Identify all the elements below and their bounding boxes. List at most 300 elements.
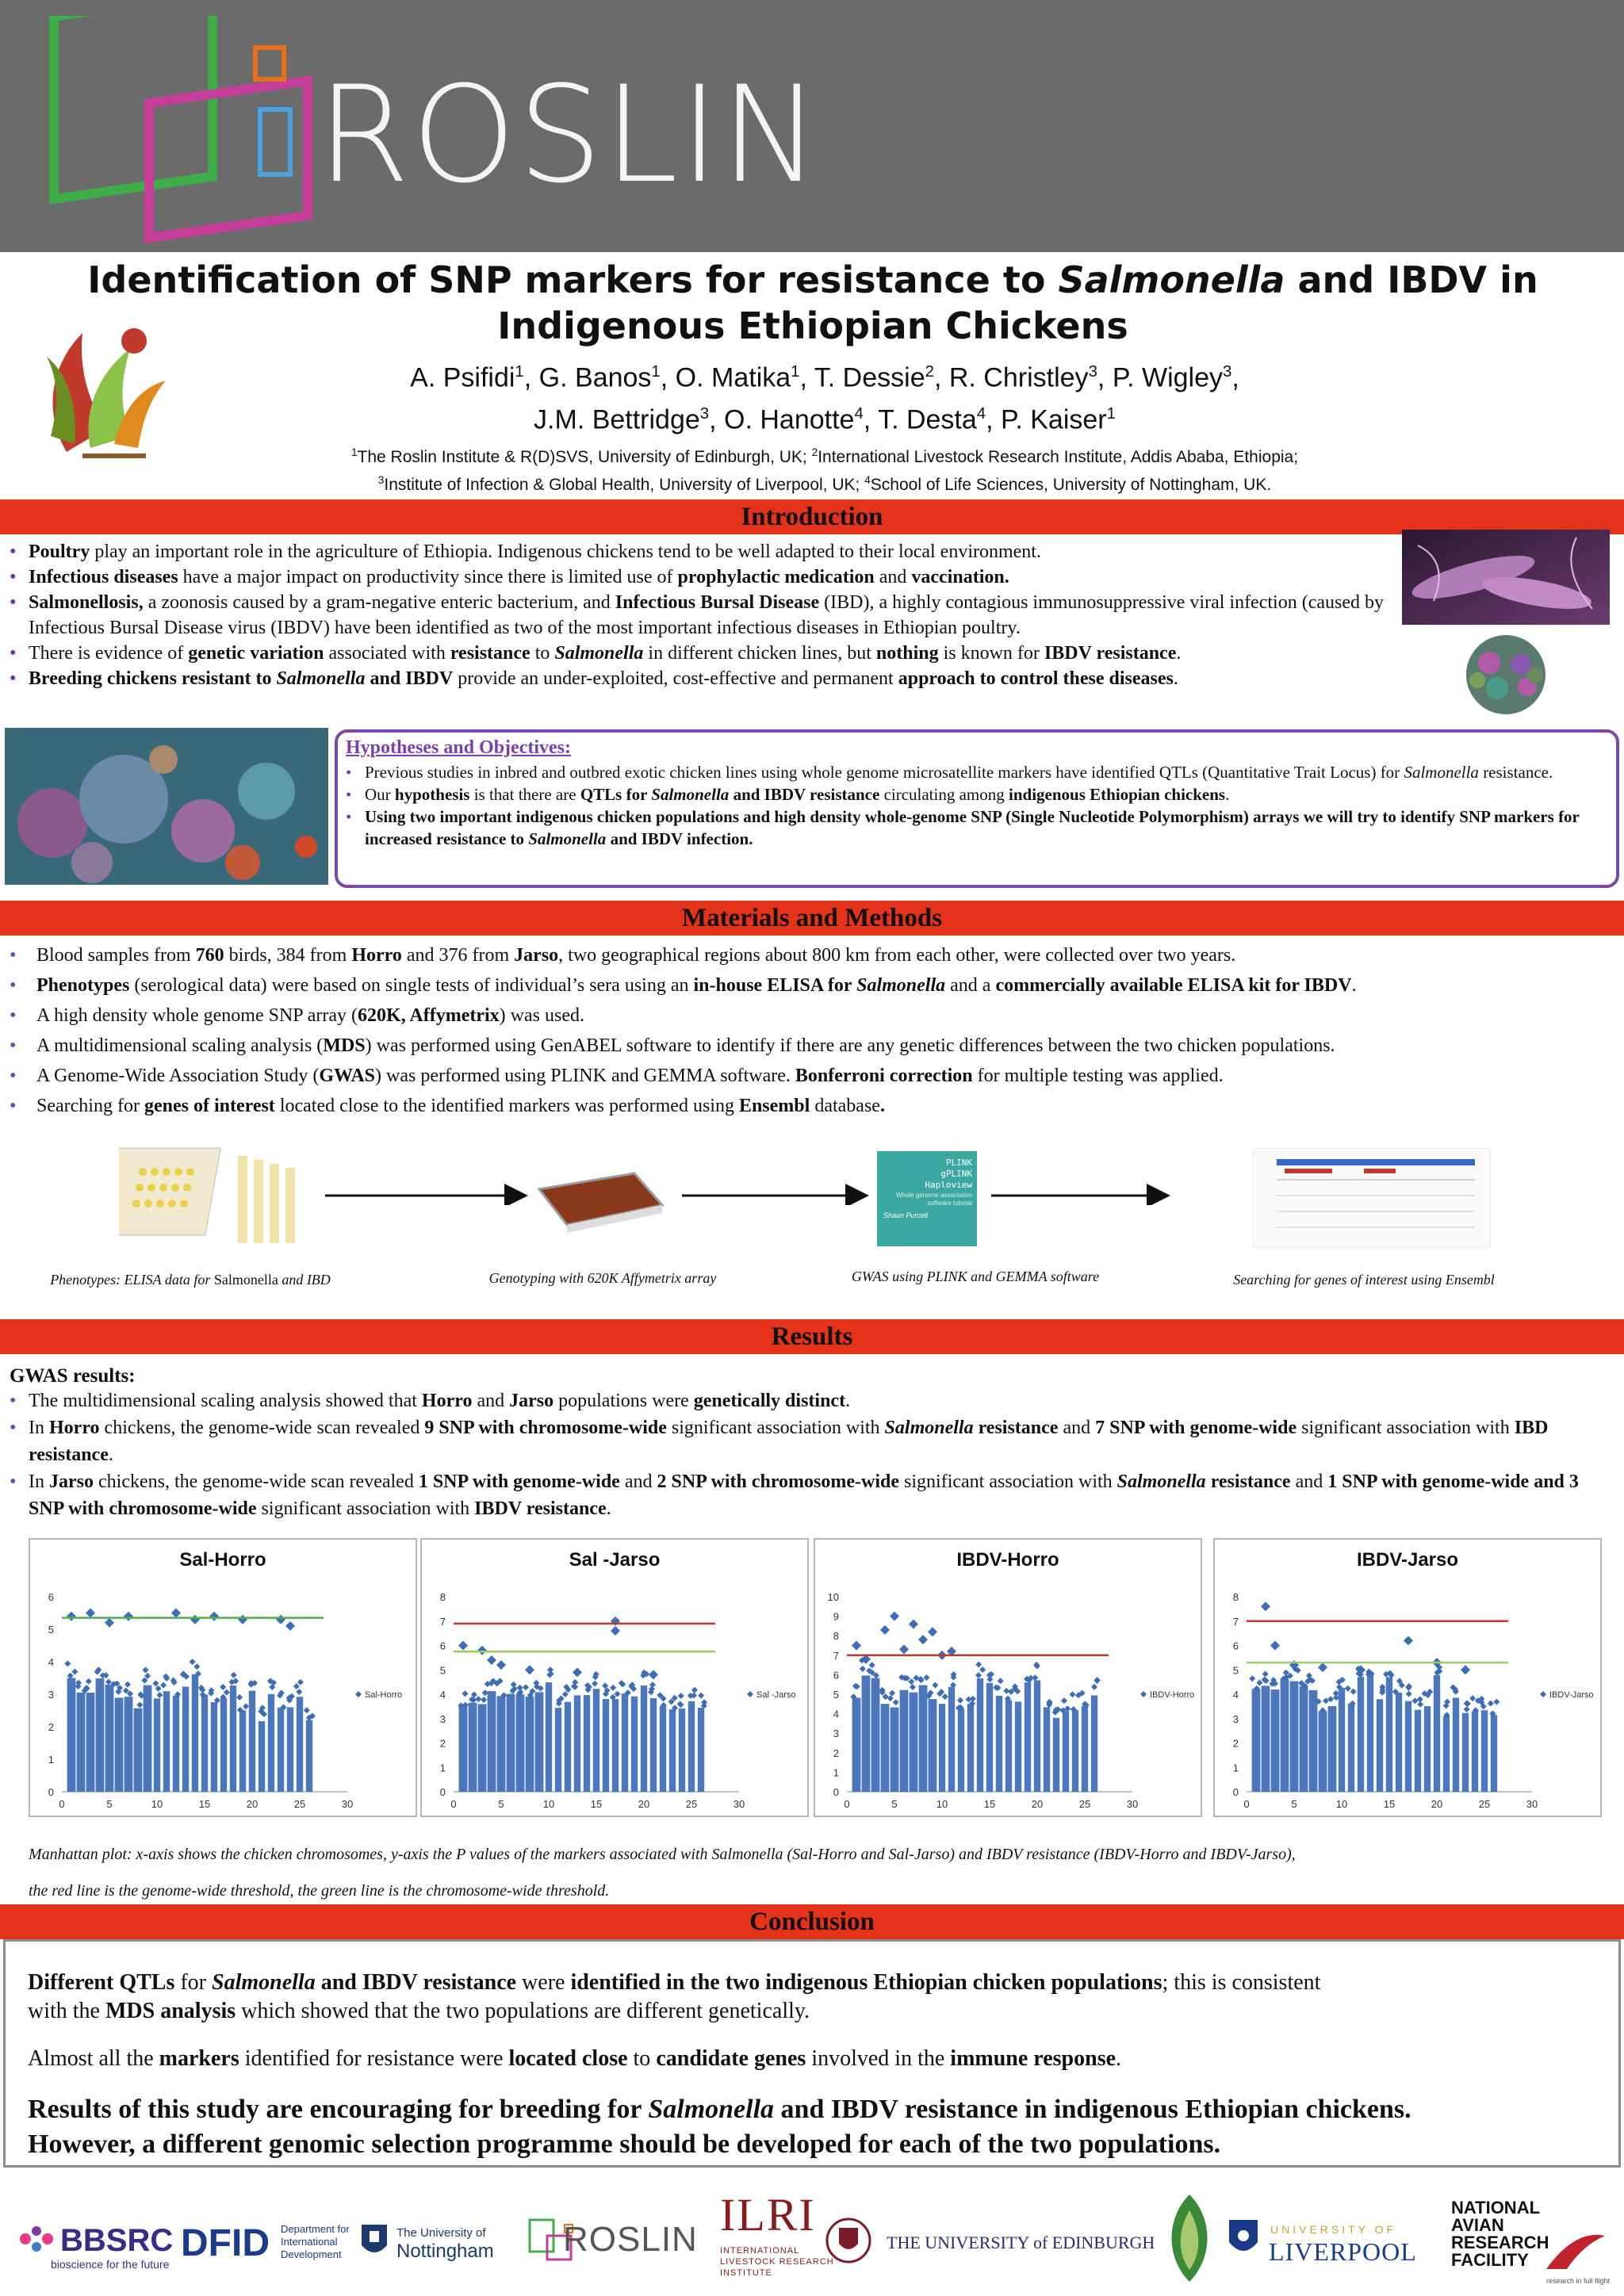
chromosome-snp-column <box>565 1702 571 1792</box>
chromosome-snp-column <box>259 1721 265 1792</box>
snp-point <box>297 1679 304 1686</box>
snp-point <box>293 1683 300 1689</box>
manhattan-plot-sal-jarso <box>420 1538 809 1817</box>
manhattan-plot-svg <box>422 1540 810 1819</box>
chromosome-snp-column <box>230 1686 236 1792</box>
chromosome-snp-column <box>986 1683 993 1792</box>
snp-point <box>979 1667 986 1673</box>
y-tick-label: 7 <box>833 1649 839 1662</box>
legend-marker <box>1140 1691 1147 1697</box>
y-tick-label: 3 <box>48 1689 54 1701</box>
top-snp-point <box>1270 1641 1280 1651</box>
x-tick-label: 25 <box>1478 1798 1491 1810</box>
bullet-item: • A high density whole genome SNP array (620K, Affymetrix) was used. <box>5 1001 1614 1031</box>
y-tick-label: 8 <box>833 1630 839 1643</box>
chromosome-snp-column <box>910 1693 918 1792</box>
chromosome-snp-column <box>211 1702 217 1792</box>
conclusion-p3-line2: However, a different genomic selection programme should be developed for each of the two populations. <box>28 2130 1221 2159</box>
chromosome-snp-column <box>163 1691 170 1792</box>
x-tick-label: 5 <box>1291 1798 1297 1810</box>
chromosome-snp-column <box>134 1709 143 1792</box>
manhattan-plot-sal-horro <box>29 1538 417 1817</box>
top-snp-point <box>918 1635 928 1644</box>
author-name: T. Desta <box>878 404 977 435</box>
legend-label: IBDV-Jarso <box>1549 1690 1594 1700</box>
x-tick-label: 30 <box>1126 1798 1139 1810</box>
chromosome-snp-column <box>1025 1682 1031 1792</box>
chromosome-snp-column <box>1481 1710 1488 1792</box>
chromosome-snp-column <box>1396 1693 1402 1792</box>
author-name: P. Wigley <box>1112 362 1224 393</box>
top-snp-point <box>477 1646 487 1655</box>
chromosome-snp-column <box>977 1678 983 1792</box>
manhattan-plot-svg <box>30 1540 419 1819</box>
author-name: A. Psifidi <box>410 362 515 393</box>
chromosome-snp-column <box>287 1707 293 1792</box>
chromosome-snp-column <box>478 1704 487 1792</box>
y-tick-label: 5 <box>48 1624 54 1636</box>
top-snp-point <box>525 1665 534 1674</box>
chromosome-snp-column <box>1290 1682 1299 1792</box>
snp-point <box>975 1662 982 1668</box>
y-tick-label: 5 <box>1232 1664 1239 1677</box>
top-snp-point <box>852 1641 861 1651</box>
snp-point <box>615 1691 621 1697</box>
chromosome-snp-column <box>469 1703 477 1792</box>
y-tick-label: 10 <box>827 1591 839 1603</box>
section-heading-conclusion: Conclusion <box>0 1904 1624 1939</box>
chromosome-snp-column <box>268 1694 274 1792</box>
nottingham-crest-icon <box>358 2221 390 2261</box>
chromosome-snp-column <box>105 1685 114 1792</box>
bullet-item: • Infectious diseases have a major impact on productivity since there is limited use of prophylactic medication and vaccination. <box>5 564 1385 590</box>
caption-ensembl: Searching for genes of interest using Ensembl <box>1233 1272 1495 1288</box>
bullet-item: • Our hypothesis is that there are QTLs for Salmonella and IBDV resistance circulating among indigenous Ethiopian chickens. <box>341 783 1602 806</box>
snp-point <box>1488 1701 1494 1707</box>
snp-point <box>1249 1675 1255 1682</box>
methods-bullets <box>5 940 1614 1121</box>
x-tick-label: 0 <box>844 1798 850 1810</box>
y-tick-label: 9 <box>833 1610 839 1623</box>
snp-point <box>143 1667 149 1673</box>
chromosome-snp-column <box>124 1697 133 1792</box>
snp-point <box>691 1687 698 1693</box>
author-name: R. Christley <box>948 362 1089 393</box>
conclusion-p3-line1: Results of this study are encouraging for breeding for Salmonella and IBDV resistance in indigenous Ethiopian chickens. <box>28 2095 1411 2124</box>
plot-title: Sal-Horro <box>179 1549 266 1571</box>
chromosome-snp-column <box>1386 1677 1392 1792</box>
author-name: G. Banos <box>538 362 652 393</box>
snp-point <box>1345 1686 1351 1692</box>
chromosome-snp-column <box>1453 1697 1459 1792</box>
author-name: T. Dessie <box>814 362 925 393</box>
snp-point <box>517 1685 523 1691</box>
conclusion-paragraph-1 <box>28 1969 1320 2026</box>
chromosome-snp-column <box>1462 1713 1469 1792</box>
bullet-item: • In Horro chickens, the genome-wide scan revealed 9 SNP with chromosome-wide significant association with Salmonella resistance and 7 SNP with genome-wide significant association with IBD resistance. <box>5 1414 1618 1468</box>
snp-point <box>1003 1688 1009 1694</box>
bullet-item: • A multidimensional scaling analysis (MDS) was performed using GenABEL software to identify if there are any genetic differences between the two chicken populations. <box>5 1031 1614 1061</box>
author-name: P. Kaiser <box>1001 404 1107 435</box>
y-tick-label: 0 <box>833 1786 839 1798</box>
top-snp-point <box>573 1667 582 1677</box>
x-tick-label: 20 <box>246 1798 259 1810</box>
y-tick-label: 3 <box>439 1712 446 1725</box>
snp-point <box>910 1684 916 1690</box>
chromosome-snp-column <box>297 1697 303 1792</box>
snp-point <box>156 1692 163 1698</box>
manhattan-plot-svg <box>815 1540 1204 1819</box>
chromosome-snp-column <box>1434 1675 1440 1792</box>
conclusion-paragraph-2: Almost all the markers identified for resistance were located close to candidate genes involved in the immune response. <box>28 2046 1122 2071</box>
chromosome-snp-column <box>584 1695 590 1792</box>
y-tick-label: 1 <box>1232 1762 1239 1774</box>
top-snp-point <box>124 1612 133 1621</box>
top-snp-point <box>238 1615 247 1624</box>
bullet-item: • Breeding chickens resistant to Salmonella and IBDV provide an under-exploited, cost-effective and permanent approach to control these diseases. <box>5 666 1385 691</box>
manhattan-caption-line-1: Manhattan plot: x-axis shows the chicken chromosomes, y-axis the P values of the markers associated with Salmonella (Sal-Horro and Sal-Jarso) and IBDV resistance (IBDV-Horro and IBDV-Jarso), <box>29 1846 1296 1863</box>
y-tick-label: 4 <box>1232 1689 1239 1701</box>
chromosome-snp-column <box>1271 1689 1280 1792</box>
y-tick-label: 2 <box>833 1747 839 1759</box>
chromosome-snp-column <box>939 1704 945 1792</box>
snp-point <box>942 1693 948 1700</box>
snp-point <box>1493 1699 1500 1705</box>
legend-label: Sal-Horro <box>365 1690 403 1700</box>
chromosome-snp-column <box>154 1698 160 1792</box>
x-tick-label: 25 <box>685 1798 698 1810</box>
chromosome-snp-column <box>182 1686 189 1792</box>
chromosome-snp-column <box>996 1696 1002 1792</box>
top-snp-point <box>276 1615 285 1624</box>
top-snp-point <box>899 1644 909 1654</box>
snp-point <box>71 1669 78 1675</box>
chromosome-snp-column <box>507 1694 515 1792</box>
snp-point <box>1070 1691 1076 1697</box>
snp-point <box>957 1697 963 1704</box>
title-line-2: Indigenous Ethiopian Chickens <box>497 304 1128 347</box>
x-tick-label: 25 <box>1078 1798 1091 1810</box>
snp-point <box>224 1689 230 1696</box>
conclusion-p1-line2: with the MDS analysis which showed that the two populations are different genetically. <box>28 1999 810 2023</box>
chromosome-snp-column <box>593 1689 599 1792</box>
nari-swoosh-icon <box>1543 2229 1607 2277</box>
chromosome-snp-column <box>967 1704 974 1792</box>
chromosome-snp-column <box>1072 1710 1078 1792</box>
legend-label: Sal -Jarso <box>756 1690 796 1700</box>
chromosome-snp-column <box>1091 1695 1097 1792</box>
gwas-results-label: GWAS results: <box>10 1365 136 1387</box>
top-snp-point <box>1461 1665 1470 1674</box>
snp-point <box>193 1663 200 1670</box>
top-snp-point <box>1404 1636 1413 1645</box>
snp-point <box>610 1685 616 1691</box>
y-tick-label: 4 <box>439 1689 446 1701</box>
chromosome-snp-column <box>96 1678 105 1792</box>
section-heading-introduction: Introduction <box>0 499 1624 534</box>
bullet-item: • There is evidence of genetic variation associated with resistance to Salmonella in different chicken lines, but nothing is known for IBDV resistance. <box>5 641 1385 666</box>
snp-point <box>1406 1691 1412 1697</box>
x-tick-label: 0 <box>1243 1798 1250 1810</box>
bbsrc-dots-icon <box>17 2223 65 2255</box>
conclusion-box <box>3 1939 1621 2168</box>
top-snp-point <box>649 1670 658 1679</box>
chromosome-snp-column <box>631 1697 638 1792</box>
snp-point <box>889 1690 895 1697</box>
bullet-item: • In Jarso chickens, the genome-wide scan revealed 1 SNP with genome-wide and 2 SNP with chromosome-wide significant association with Salmonella resistance and 1 SNP with genome-wide and 3 SNP with chromosome-wide significant association with IBDV resistance. <box>5 1468 1618 1522</box>
conclusion-p1-line1: Different QTLs for Salmonella and IBDV resistance were identified in the two indigenous Ethiopian chicken populations; this is consistent <box>28 1970 1321 1995</box>
svg-text:Whole genome association: Whole genome association <box>895 1192 972 1199</box>
bullet-item: • Using two important indigenous chicken populations and high density whole-genome SNP (Single Nucleotide Polymorphism) arrays we will try to identify SNP markers for increased resistance to Salmonella and IBDV infection. <box>341 806 1602 850</box>
y-tick-label: 3 <box>1232 1712 1239 1725</box>
chromosome-snp-column <box>1377 1699 1383 1792</box>
chromosome-snp-column <box>929 1699 937 1792</box>
roslin-header-banner <box>0 0 1624 252</box>
author-name: J.M. Bettridge <box>534 404 700 435</box>
chromosome-snp-column <box>1319 1711 1327 1792</box>
snp-point <box>887 1695 894 1701</box>
chromosome-snp-column <box>1034 1680 1040 1792</box>
bullet-item: • A Genome-Wide Association Study (GWAS) was performed using PLINK and GEMMA software. Bonferroni correction for multiple testing was applied. <box>5 1061 1614 1091</box>
top-snp-point <box>458 1641 468 1651</box>
x-tick-label: 10 <box>542 1798 555 1810</box>
legend-marker <box>1540 1691 1546 1697</box>
snp-point <box>511 1682 517 1688</box>
chromosome-snp-column <box>1405 1701 1411 1792</box>
snp-point <box>220 1684 226 1690</box>
conclusion-paragraph-3 <box>28 2092 1411 2162</box>
bullet-item: • The multidimensional scaling analysis showed that Horro and Jarso populations were genetically distinct. <box>5 1387 1618 1414</box>
chromosome-snp-column <box>1044 1707 1050 1792</box>
author-line-1: A. Psifidi$^1$, G. Banos$^1$, O. Matika$^1$, T. Dessie$^2$, R. Christley$^3$, P. Wigley$^3$, <box>410 362 1239 393</box>
manhattan-caption-line-2: the red line is the genome-wide threshold, the green line is the chromosome-wide threshold. <box>29 1882 610 1900</box>
chromosome-snp-column <box>679 1709 685 1792</box>
chromosome-snp-column <box>1358 1677 1364 1792</box>
legend-marker <box>355 1691 362 1697</box>
workflow-arrows <box>0 1173 1624 1205</box>
top-snp-point <box>880 1625 890 1635</box>
snp-point <box>304 1707 310 1713</box>
chromosome-snp-column <box>546 1682 552 1792</box>
chromosome-snp-column <box>1252 1689 1261 1792</box>
chromosome-snp-column <box>660 1706 666 1792</box>
y-tick-label: 7 <box>1232 1615 1239 1628</box>
chromosome-snp-column <box>881 1704 890 1792</box>
snp-point <box>136 1701 143 1708</box>
snp-point <box>523 1684 529 1690</box>
snp-point <box>1333 1690 1339 1697</box>
chromosome-snp-column <box>650 1698 657 1792</box>
snp-point <box>236 1694 243 1701</box>
y-tick-label: 8 <box>1232 1591 1239 1603</box>
bullet-item: • Salmonellosis, a zoonosis caused by a gram-negative enteric bacterium, and Infectious Bursal Disease (IBD), a highly contagious immunosuppressive viral infection (caused by Infectious Bursal Disease virus (IBDV) have been identified as two of the most important infectious diseases in Ethiopian poultry. <box>5 590 1385 641</box>
chromosome-snp-column <box>516 1694 525 1792</box>
y-tick-label: 8 <box>439 1591 446 1603</box>
bullet-item: • Previous studies in inbred and outbred exotic chicken lines using whole genome microsatellite markers have identified QTLs (Quantitative Trait Locus) for Salmonella resistance. <box>341 761 1602 783</box>
x-tick-label: 30 <box>1526 1798 1538 1810</box>
chromosome-snp-column <box>1348 1704 1354 1792</box>
legend-marker <box>747 1691 753 1697</box>
snp-point <box>932 1682 938 1689</box>
introduction-bullets <box>5 539 1385 691</box>
author-name: O. Matika <box>675 362 791 393</box>
chromosome-snp-column <box>1281 1679 1289 1792</box>
svg-text:software tutorial: software tutorial <box>927 1200 972 1207</box>
snp-point <box>1262 1670 1269 1677</box>
y-tick-label: 3 <box>833 1728 839 1740</box>
bullet-item: • Searching for genes of interest located close to the identified markers was performed using Ensembl database. <box>5 1091 1614 1121</box>
svg-text:Haploview: Haploview <box>925 1180 972 1190</box>
top-snp-point <box>67 1612 76 1621</box>
chromosome-snp-column <box>459 1707 468 1792</box>
snp-point <box>966 1696 972 1702</box>
top-snp-point <box>890 1612 899 1621</box>
x-tick-label: 30 <box>341 1798 354 1810</box>
y-tick-label: 6 <box>1232 1640 1239 1652</box>
roslin-wordmark: ROSLIN <box>317 57 822 212</box>
y-tick-label: 2 <box>439 1737 446 1750</box>
chromosome-snp-column <box>497 1696 506 1792</box>
chromosome-snp-column <box>948 1687 955 1792</box>
chromosome-snp-column <box>1063 1711 1069 1792</box>
chromosome-snp-column <box>1424 1706 1431 1792</box>
chromosome-snp-column <box>698 1708 704 1792</box>
chromosome-snp-column <box>1339 1688 1345 1792</box>
affiliation-line-2: $^3$Institute of Infection & Global Health, University of Liverpool, UK; $^4$School of Life Sciences, University of Nottingham, UK. <box>377 474 1272 494</box>
manhattan-plot-svg <box>1215 1540 1603 1819</box>
affiliations <box>222 441 1427 496</box>
chromosome-snp-column <box>278 1708 284 1792</box>
snp-point <box>190 1659 196 1665</box>
chromosome-snp-column <box>220 1698 227 1792</box>
chromosome-snp-column <box>1415 1710 1421 1792</box>
chromosome-snp-column <box>852 1697 861 1792</box>
section-heading-results: Results <box>0 1319 1624 1354</box>
caption-genotyping: Genotyping with 620K Affymetrix array <box>488 1270 717 1286</box>
chromosome-snp-column <box>574 1695 580 1792</box>
manhattan-plot-caption <box>29 1836 1607 1909</box>
chromosome-snp-column <box>77 1693 86 1792</box>
y-tick-label: 4 <box>48 1656 54 1668</box>
chromosome-snp-column <box>1262 1686 1270 1792</box>
snp-point <box>481 1697 487 1703</box>
liverpool-crest-icon <box>1228 2218 1259 2260</box>
chromosome-snp-column <box>669 1709 676 1792</box>
chromosome-snp-column <box>144 1686 152 1792</box>
bullet-item: • Phenotypes (serological data) were based on single tests of individual’s sera using an in-house ELISA for Salmonella and a commercially available ELISA kit for IBDV. <box>5 970 1614 1001</box>
x-tick-label: 20 <box>1031 1798 1044 1810</box>
snp-point <box>296 1689 302 1695</box>
top-snp-point <box>1318 1663 1327 1672</box>
snp-point <box>908 1678 914 1685</box>
chromosome-snp-column <box>1053 1718 1059 1792</box>
y-tick-label: 0 <box>1232 1786 1239 1798</box>
section-heading-methods: Materials and Methods <box>0 901 1624 936</box>
author-line-2: J.M. Bettridge$^3$, O. Hanotte$^4$, T. Desta$^4$, P. Kaiser$^1$ <box>534 404 1116 435</box>
x-tick-label: 15 <box>983 1798 996 1810</box>
roslin-logo-mark <box>48 16 317 254</box>
chromosome-snp-column <box>612 1699 619 1792</box>
hypotheses-title: Hypotheses and Objectives: <box>346 737 571 758</box>
top-snp-point <box>285 1621 295 1631</box>
y-tick-label: 4 <box>833 1708 839 1720</box>
chromosome-snp-column <box>1082 1706 1088 1792</box>
snp-point <box>986 1676 993 1682</box>
top-snp-point <box>190 1615 200 1624</box>
chromosome-snp-column <box>1443 1716 1450 1792</box>
chromosome-snp-column <box>891 1708 899 1792</box>
x-tick-label: 10 <box>936 1798 948 1810</box>
snp-point <box>1411 1697 1418 1704</box>
poster-title <box>63 257 1562 349</box>
chromosome-snp-column <box>1005 1700 1012 1792</box>
snp-point <box>462 1690 469 1697</box>
chromosome-snp-column <box>201 1694 208 1792</box>
snp-point <box>592 1680 598 1686</box>
top-snp-point <box>487 1655 496 1665</box>
x-tick-label: 30 <box>733 1798 745 1810</box>
manhattan-plot-ibdv-jarso <box>1213 1538 1602 1817</box>
top-snp-point <box>105 1618 114 1628</box>
chromosome-snp-column <box>67 1678 76 1792</box>
snp-point <box>998 1678 1004 1684</box>
plot-title: IBDV-Jarso <box>1356 1549 1459 1571</box>
chromosome-snp-column <box>862 1675 871 1792</box>
pathogens-illustration-image <box>5 728 328 885</box>
y-tick-label: 1 <box>833 1766 839 1779</box>
caption-gwas: GWAS using PLINK and GEMMA software <box>851 1269 1100 1284</box>
snp-point <box>698 1693 704 1699</box>
top-snp-point <box>171 1609 181 1618</box>
x-tick-label: 0 <box>450 1798 457 1810</box>
y-tick-label: 1 <box>439 1762 446 1774</box>
chromosome-snp-column <box>1300 1686 1308 1792</box>
chromosome-snp-column <box>622 1693 628 1792</box>
chromosome-snp-column <box>1472 1711 1478 1792</box>
chromosome-snp-column <box>555 1708 561 1792</box>
x-tick-label: 25 <box>293 1798 306 1810</box>
snp-point <box>649 1682 656 1688</box>
snp-point <box>1417 1701 1423 1708</box>
x-tick-label: 0 <box>59 1798 65 1810</box>
sponsor-logos-strip: BBSRC bioscience for the future DFID Department for International Development The University of Nottingham ROSLIN ILRI INTERNATIONAL LIVESTOCK RESEARCH INSTITUTE THE UNIVERSITY of EDINBURGH UNIVERSITY OF LIVERPOOL NATIONAL AVIAN RESEARCH FACILITY research in full flight <box>0 2182 1624 2296</box>
y-tick-label: 2 <box>1232 1737 1239 1750</box>
x-tick-label: 5 <box>498 1798 504 1810</box>
y-tick-label: 6 <box>833 1669 839 1682</box>
edinburgh-crest-icon <box>825 2217 872 2264</box>
snp-point <box>475 1696 481 1702</box>
caption-phenotypes: Phenotypes: ELISA data for Salmonella and IBD <box>50 1272 331 1288</box>
snp-point <box>678 1693 684 1699</box>
top-snp-point <box>1261 1601 1270 1611</box>
x-tick-label: 15 <box>1383 1798 1396 1810</box>
ibdv-virus-image <box>1402 631 1610 718</box>
author-name: O. Hanotte <box>724 404 855 435</box>
snp-point <box>243 1703 249 1709</box>
snp-point <box>482 1689 488 1696</box>
legend-label: IBDV-Horro <box>1150 1690 1195 1700</box>
y-tick-label: 5 <box>439 1664 446 1677</box>
snp-point <box>923 1674 929 1681</box>
snp-point <box>869 1662 875 1668</box>
svg-text:PLINK: PLINK <box>945 1158 972 1168</box>
x-tick-label: 5 <box>106 1798 113 1810</box>
y-tick-label: 6 <box>48 1591 54 1603</box>
chromosome-snp-column <box>115 1697 124 1792</box>
chromosome-snp-column <box>641 1686 647 1792</box>
chromosome-snp-column <box>1328 1706 1337 1792</box>
snp-point <box>1094 1677 1101 1683</box>
